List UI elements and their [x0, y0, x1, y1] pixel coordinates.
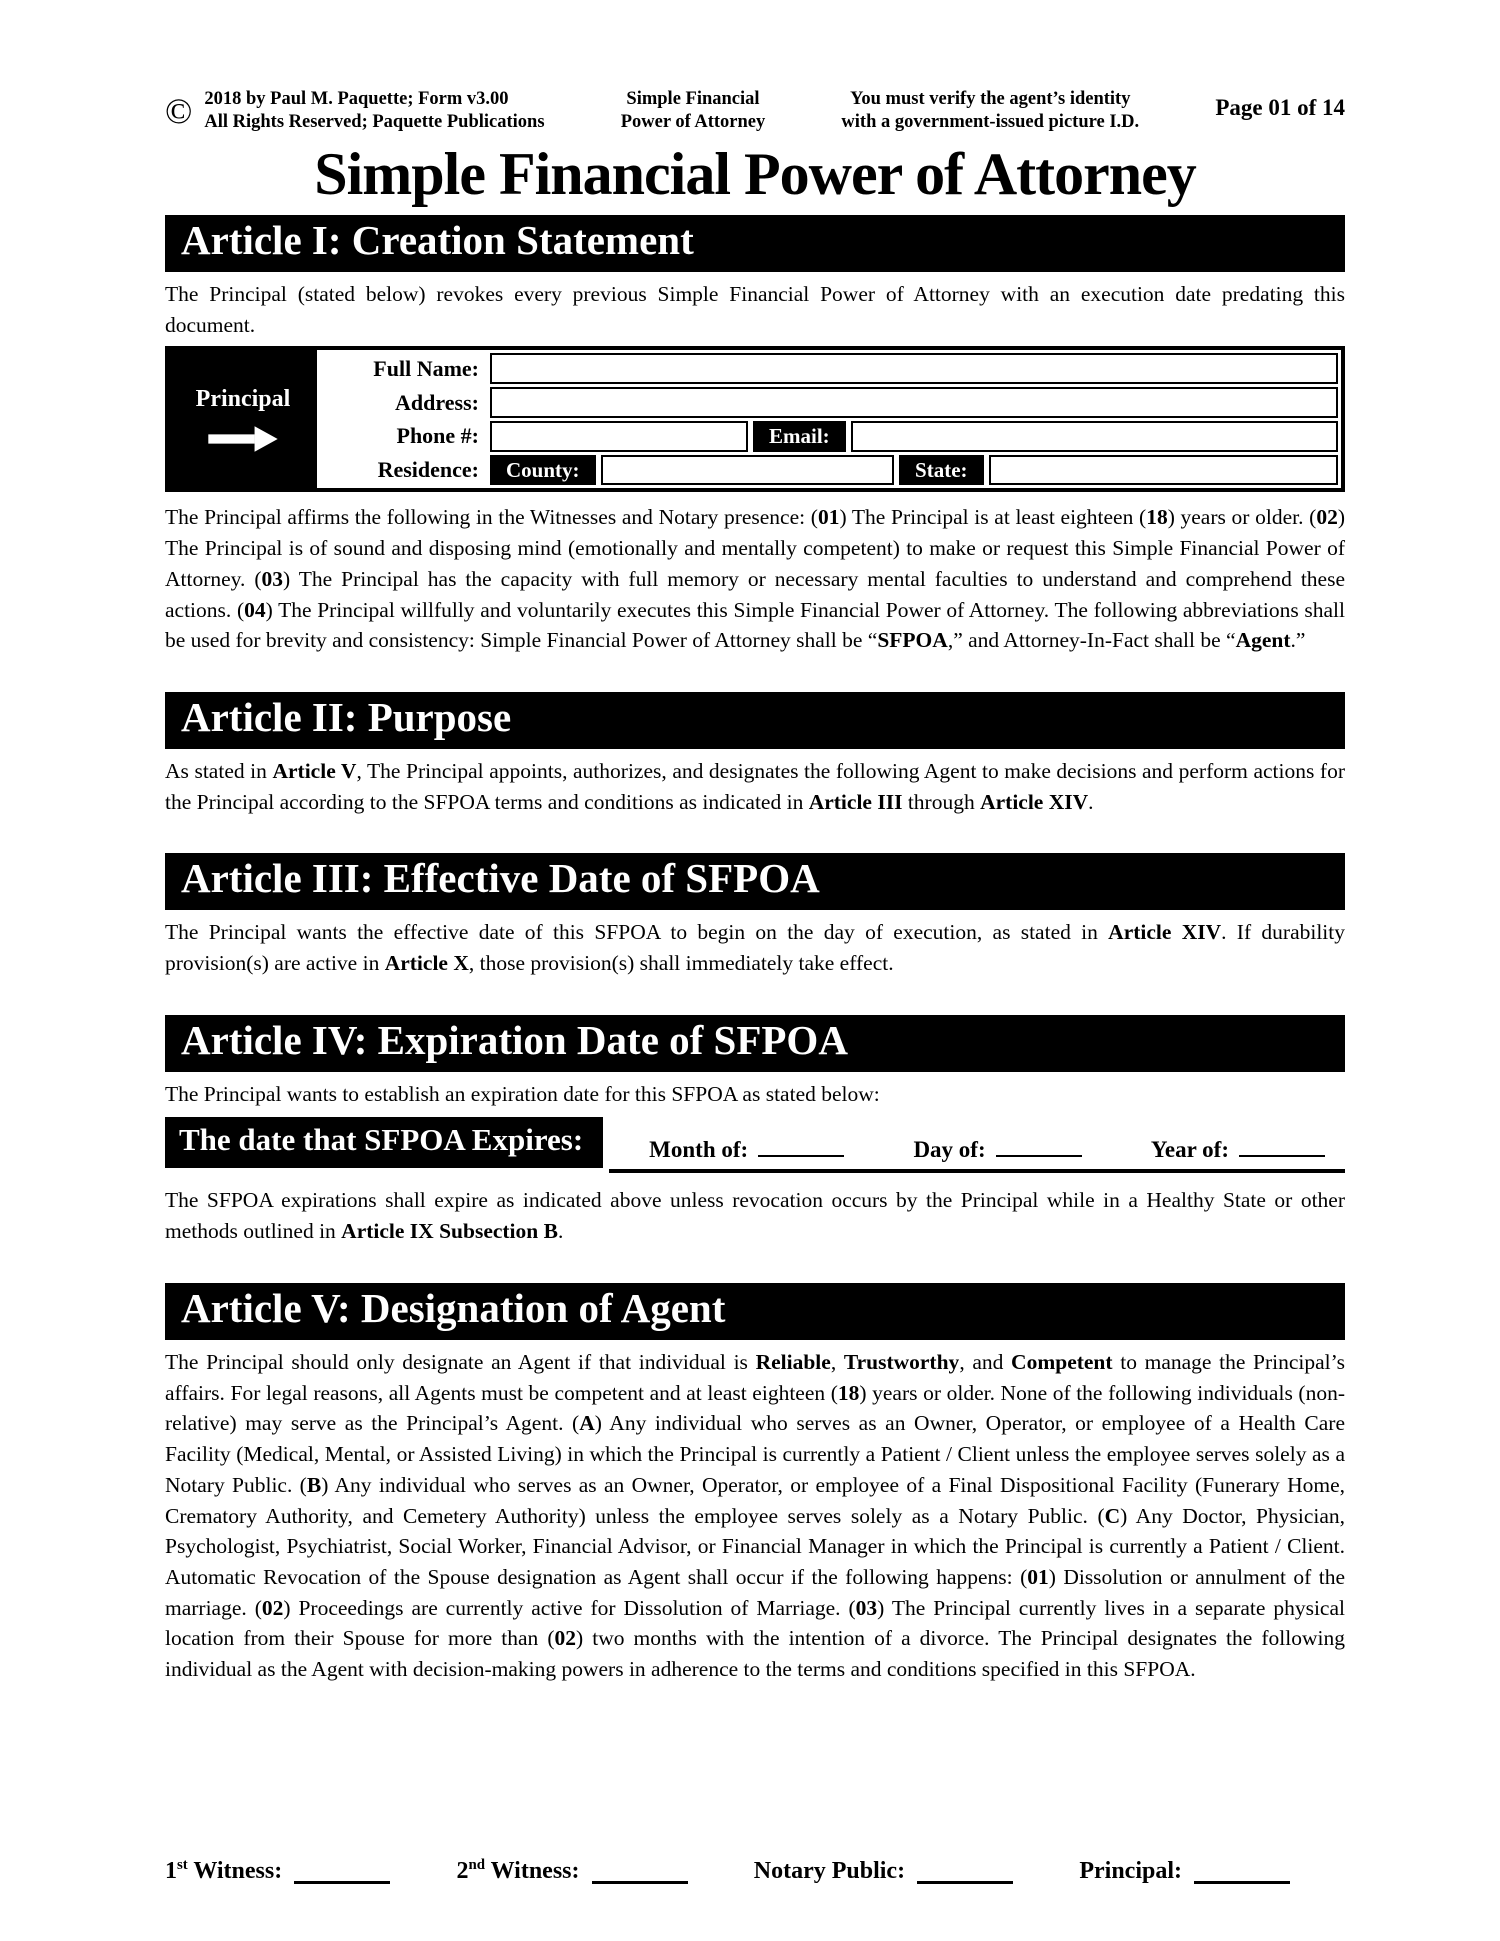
year-field [1151, 1137, 1325, 1163]
phone-email-row [317, 421, 1338, 452]
day-input[interactable] [996, 1155, 1082, 1157]
header-verify-notice [841, 88, 1139, 134]
copyright-line-2: All Rights Reserved; Paquette Publications [204, 112, 545, 133]
form-name-line-2: Power of Attorney [620, 112, 766, 133]
form-name-line-1: Simple Financial [626, 89, 760, 109]
article-3-heading: Article III: Effective Date of SFPOA [165, 853, 1345, 910]
page-number: Page 01 of 14 [1215, 95, 1345, 120]
expires-label-box: The date that SFPOA Expires: [165, 1117, 603, 1167]
month-input[interactable] [758, 1155, 844, 1157]
witness-1-signature [165, 1857, 390, 1885]
principal-signature [1079, 1858, 1290, 1885]
notice-line-2: with a government-issued picture I.D. [841, 112, 1140, 133]
expires-fields [609, 1117, 1345, 1173]
email-input[interactable] [851, 421, 1338, 452]
address-row [317, 387, 1338, 418]
principal-signature-line[interactable] [1194, 1881, 1290, 1884]
residence-row [317, 455, 1338, 486]
copyright-block [165, 88, 545, 134]
copyright-icon: © [165, 91, 193, 132]
article-4-intro: The Principal wants to establish an expiration date for this SFPOA as stated below: [165, 1081, 880, 1106]
article-5-heading: Article V: Designation of Agent [165, 1283, 1345, 1340]
article-3-body: The Principal wants the effective date of this SFPOA to begin on the day of execution, as stated in Article XIV. If durability provision(s) are active in Article X, those provision(s) shall immediately take effect. [165, 920, 1346, 976]
header-form-name [621, 88, 766, 134]
month-label: Month of: [649, 1137, 749, 1163]
article-1-intro: The Principal (stated below) revokes every previous Simple Financial Power of Attorney with an execution date predating this document. [165, 281, 1345, 337]
witness-2-label: 2nd Witness: [456, 1857, 580, 1884]
article-1-affirmation: The Principal affirms the following in the Witnesses and Notary presence: (01) The Principal is at least eighteen (18) years or older. (02) The Principal is of sound and disposing mind (emotionally and mentally competent) to make or request this Simple Financial Power of Attorney. (03) The Principal has the capacity with full memory or necessary mental faculties to understand and comprehend these actions. (04) The Principal willfully and voluntarily executes this Simple Financial Power of Attorney. The following abbreviations shall be used for brevity and consistency: Simple Financial Power of Attorney shall be “SFPOA,” and Attorney-In-Fact shall be “Agent.” [165, 505, 1345, 653]
residence-label: Residence: [377, 457, 479, 483]
page-header [165, 88, 1345, 134]
expiration-date-row [165, 1117, 1345, 1173]
notary-signature-line[interactable] [917, 1881, 1013, 1884]
county-input[interactable] [601, 455, 895, 486]
article-4-outro: The SFPOA expirations shall expire as indicated above unless revocation occurs by the Principal while in a Healthy State or other methods outlined in Article IX Subsection B. [165, 1188, 1345, 1244]
witness-2-signature [456, 1857, 687, 1885]
witness-1-label: 1st Witness: [165, 1857, 283, 1884]
article-2-heading: Article II: Purpose [165, 692, 1345, 749]
principal-box-label: Principal [195, 385, 291, 412]
day-field [913, 1137, 1081, 1163]
full-name-input[interactable] [490, 353, 1338, 384]
article-5-body: The Principal should only designate an Agent if that individual is Reliable, Trustworthy, and Competent to manage the Principal’s affairs. For legal reasons, all Agents must be competent and at least eighteen (18) years or older. None of the following individuals (non-relative) may serve as the Principal’s Agent. (A) Any individual who serves as an Owner, Operator, or employee of a Health Care Facility (Medical, Mental, or Assisted Living) in which the Principal is currently a Patient / Client unless the employee serves solely as a Notary Public. (B) Any individual who serves as an Owner, Operator, or employee of a Final Dispositional Facility (Funerary Home, Crematory Authority, and Cemetery Authority) unless the employee serves solely as a Notary Public. (C) Any Doctor, Physician, Psychologist, Psychiatrist, Social Worker, Financial Advisor, or Financial Manager in which the Principal is currently a Patient / Client. Automatic Revocation of the Spouse designation as Agent shall occur if the following happens: (01) Dissolution or annulment of the marriage. (02) Proceedings are currently active for Dissolution of Marriage. (03) The Principal currently lives in a separate physical location from their Spouse for more than (02) two months with the intention of a divorce. The Principal designates the following individual as the Agent with decision-making powers in adherence to the terms and conditions specified in this SFPOA. [165, 1349, 1346, 1682]
notary-label: Notary Public: [753, 1858, 906, 1884]
notice-line-1: You must verify the agent’s identity [850, 89, 1131, 109]
phone-label: Phone #: [396, 423, 479, 449]
witness-1-signature-line[interactable] [294, 1881, 390, 1884]
year-label: Year of: [1150, 1137, 1229, 1163]
month-field [649, 1137, 844, 1163]
principal-info-box [165, 346, 1345, 492]
copyright-line-1: 2018 by Paul M. Paquette; Form v3.00 [204, 89, 509, 109]
principal-label: Principal: [1079, 1858, 1182, 1884]
email-label: Email: [753, 421, 846, 452]
address-input[interactable] [490, 387, 1338, 418]
state-input[interactable] [989, 455, 1338, 486]
principal-box [169, 350, 317, 488]
day-label: Day of: [913, 1137, 986, 1163]
state-label: State: [899, 455, 983, 486]
copyright-text [204, 88, 544, 134]
county-label: County: [490, 455, 596, 486]
article-4-heading: Article IV: Expiration Date of SFPOA [165, 1015, 1345, 1072]
principal-form-rows [317, 350, 1341, 488]
article-2-body: As stated in Article V, The Principal appoints, authorizes, and designates the following Agent to make decisions and perform actions for the Principal according to the SFPOA terms and conditions as indicated in Article III through Article XIV. [165, 759, 1345, 814]
notary-signature [754, 1858, 1013, 1885]
full-name-label: Full Name: [373, 355, 479, 381]
phone-input[interactable] [490, 421, 748, 452]
arrow-right-icon [206, 425, 280, 453]
year-input[interactable] [1239, 1155, 1325, 1157]
witness-2-signature-line[interactable] [592, 1881, 688, 1884]
page-title: Simple Financial Power of Attorney [314, 141, 1196, 208]
signature-footer [165, 1857, 1290, 1885]
address-label: Address: [395, 389, 479, 415]
article-1-heading: Article I: Creation Statement [165, 215, 1345, 272]
full-name-row [317, 353, 1338, 384]
